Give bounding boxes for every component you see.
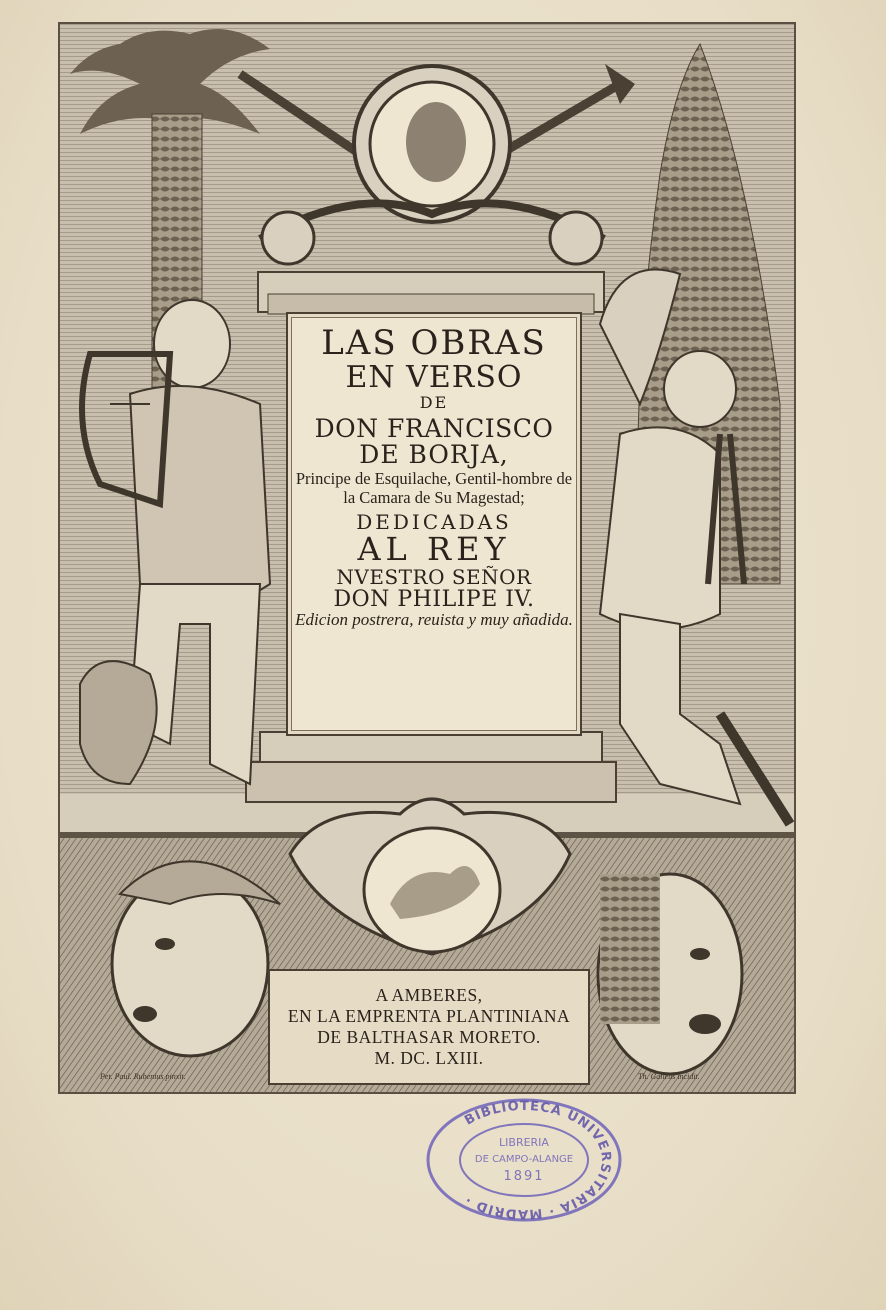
stamp-year: 1891 — [503, 1169, 545, 1184]
title-tablet — [286, 312, 582, 736]
dedicatee-line: AL REY — [357, 530, 511, 569]
imprint-printer: DE BALTHASAR MORETO. — [317, 1027, 541, 1047]
author-titles: Principe de Esquilache, Gentil-hombre de la Camara de Su Magestad; — [295, 469, 573, 508]
imprint-tablet — [268, 969, 590, 1085]
imprint-place: A AMBERES, — [375, 985, 483, 1005]
library-stamp — [424, 1096, 624, 1224]
title-line-1: LAS OBRAS — [321, 323, 547, 363]
stamp-line-2: DE CAMPO-ALANGE — [474, 1154, 574, 1165]
dedicatee-name: DON PHILIPE IV. — [333, 587, 535, 613]
engraved-frontispiece — [58, 22, 796, 1094]
stamp-seal — [424, 1096, 624, 1224]
stamp-ring-text: BIBLIOTECA UNIVERSITARIA · MADRID · — [462, 1098, 614, 1222]
credit-painter: Pet. Paul. Rubenius pinxit. — [100, 1072, 186, 1081]
imprint-press: EN LA EMPRENTA PLANTINIANA — [287, 1006, 571, 1026]
edition-note: Edicion postrera, reuista y muy añadida. — [295, 610, 573, 630]
author-name: DON FRANCISCO — [314, 413, 554, 443]
comic-mask — [598, 874, 742, 1074]
dedicatee-title: NVESTRO SEÑOR — [336, 565, 532, 590]
dedication-line: DEDICADAS — [356, 510, 512, 535]
author-surname: DE BORJA, — [359, 440, 509, 470]
title-line-2: EN VERSO — [345, 359, 523, 395]
credit-engraver: Th. Galleus incidit. — [638, 1072, 700, 1081]
title-line-3: DE — [419, 393, 449, 413]
stamp-line-1: LIBRERIA — [499, 1136, 549, 1149]
imprint-date: M. DC. LXIII. — [374, 1048, 484, 1068]
